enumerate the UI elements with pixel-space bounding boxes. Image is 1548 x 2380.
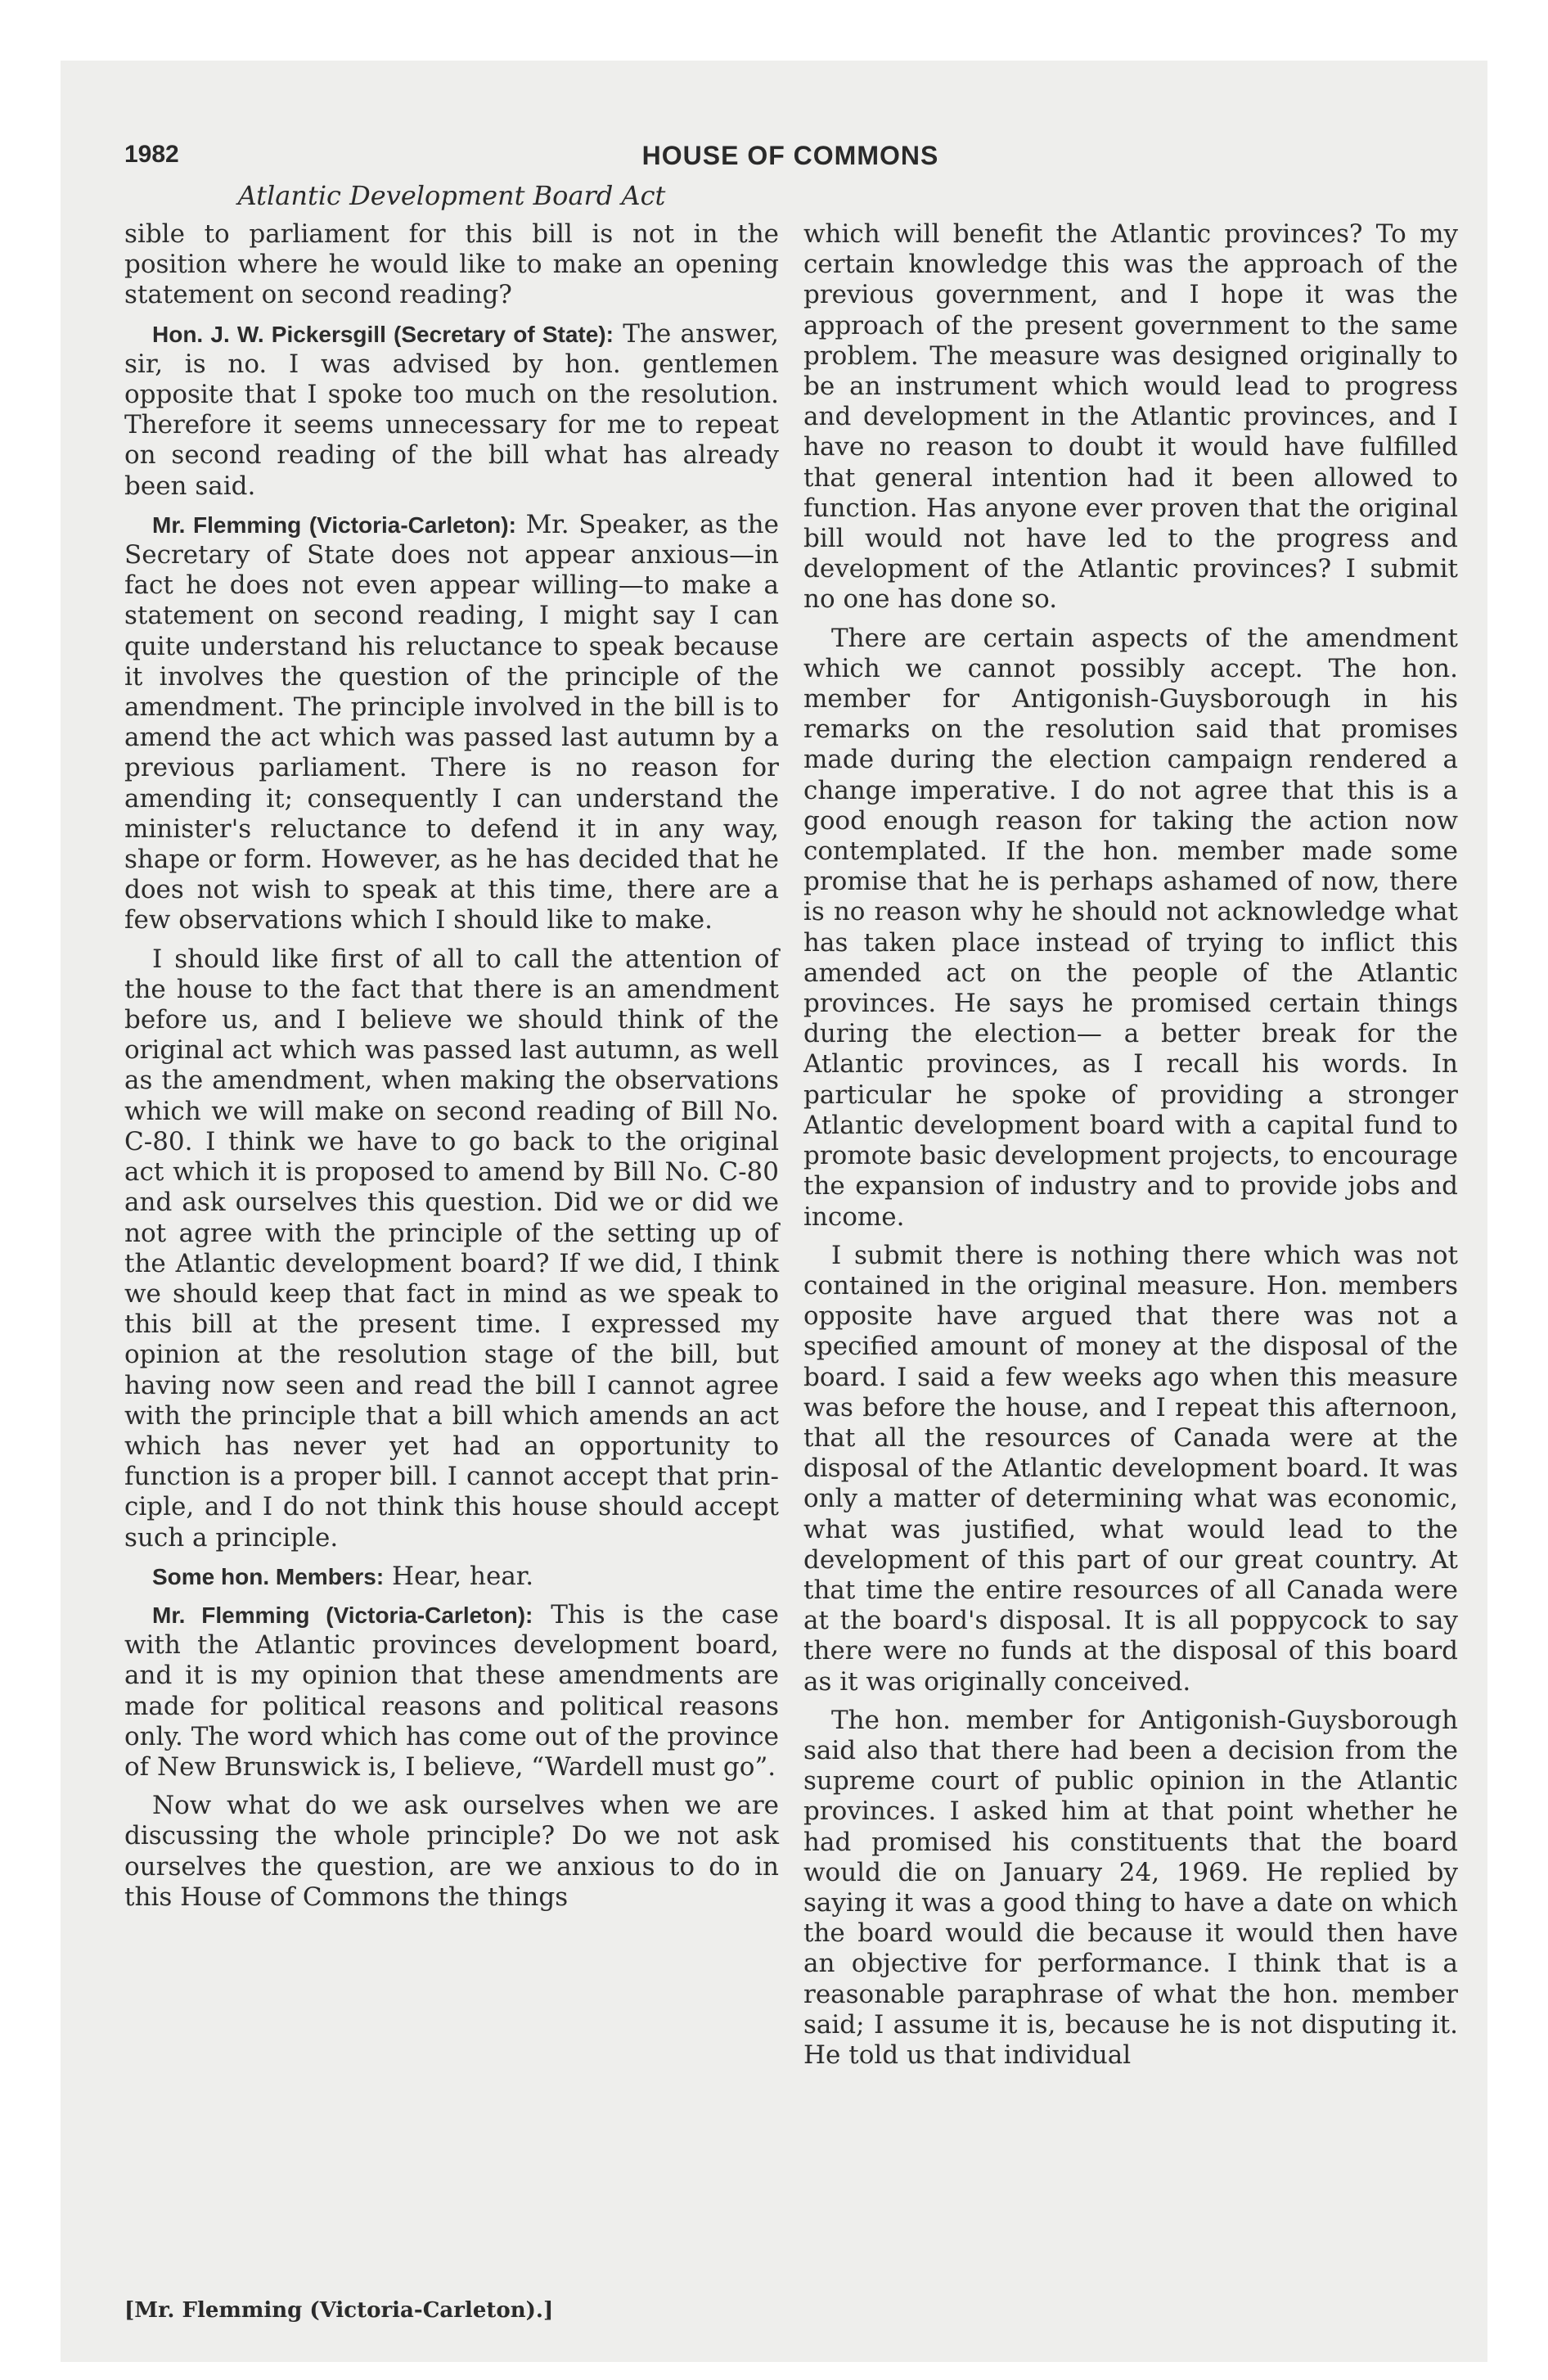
paragraph [803,219,1458,615]
speaker-name: Some hon. Members: [152,1563,385,1589]
paragraph-text: sible to parliament for this bill is not in the position where he would like to make an opening statement on second reading? [124,219,779,310]
paragraph-text: Mr. Speaker, as the Secretary of State does not appear anxious—in fact he does not even appear willing—to make a statement on second reading, I might say I can quite understand his reluctance to speak because it involves the question of the principle of the amendment. The principle involved in the bill is to amend the act which was passed last autumn by a previous parliament. There is no reason for amending it; consequently I can understand the minister's reluctance to defend it in any way, shape or form. However, as he has decided that he does not wish to speak at this time, there are a few observations which I should like to make. [124,509,779,935]
paragraph-text: which will benefit the Atlantic provinces? To my certain knowledge this was the approach of the previous government, and I hope it was the approach of the present government to the same problem. The measure was designed originally to be an instrument which would lead to progress and development in the Atlantic provinces, and I have no reason to doubt it would have fulfilled that general intention had it been allowed to function. Has anyone ever proven that the original bill would not have led to the progress and development of the Atlantic provinces? I submit no one has done so. [803,219,1458,615]
speaker-name: Mr. Flemming (Victoria-Carleton): [152,1602,533,1628]
paragraph-text: Now what do we ask ourselves when we are discussing the whole principle? Do we not ask ourselves the question, are we anxious to do in this House of Commons the things [124,1791,779,1912]
speaker-name: Mr. Flemming (Victoria-Carleton): [152,512,516,538]
paragraph [124,1562,779,1592]
paragraph [124,319,779,502]
right-column [803,219,1458,2079]
paragraph [803,1241,1458,1697]
paragraph [803,624,1458,1233]
paragraph-text: The answer, sir, is no. I was advised by hon. gentlemen opposite that I spoke too much on the resolution. Therefore it seems unnecessary for me to repeat on second reading of the bill what has already been said. [124,318,779,501]
paragraph [124,1600,779,1783]
speaker-footnote: [Mr. Flemming (Victoria-Carleton).] [124,2298,554,2323]
paragraph-text: I should like first of all to call the attention of the house to the fact that there is an amendment before us, and I believe we should think of the original act which was passed last autumn, as well as the amendment, when making the observations which we will make on second reading of Bill No. C-80. I think we have to go back to the original act which it is proposed to amend by Bill No. C-80 and ask ourselves this question. Did we or did we not agree with the principle of the setting up of the Atlantic development board? If we did, I think we should keep that fact in mind as we speak to this bill at the present time. I expressed my opinion at the resolution stage of the bill, but having now seen and read the bill I cannot agree with the principle that a bill which amends an act which has never yet had an opportunity to function is a proper bill. I cannot accept that principle, and I do not think this house should accept such a principle. [124,944,779,1553]
paragraph-text: I submit there is nothing there which was not contained in the original measure. Hon. members opposite have argued that there was not a specified amount of money at the disposal of the board. I said a few weeks ago when this measure was before the house, and I repeat this afternoon, that all the resources of Canada were at the disposal of the Atlantic development board. It was only a matter of determining what was economic, what was justified, what would lead to the development of this part of our great country. At that time the entire resources of all Canada were at the board's disposal. It is all poppycock to say there were no funds at the disposal of this board as it was originally conceived. [803,1240,1458,1697]
left-column [124,219,779,1921]
paragraph [124,219,779,311]
paragraph [124,1791,779,1913]
paragraph-text: The hon. member for Antigonish-Guysborough said also that there had been a decision from the supreme court of public opinion in the Atlantic provinces. I asked him at that point whether he had promised his constituents that the board would die on January 24, 1969. He replied by saying it was a good thing to have a date on which the board would die because it would then have an objective for performance. I think that is a reasonable paraphrase of what the hon. member said; I assume it is, because he is not disputing it. He told us that individual [803,1705,1458,2070]
page-header [124,141,1456,177]
paragraph [124,944,779,1553]
paragraph-text: This is the case with the Atlantic provinces development board, and it is my opinion that these amendments are made for political reasons and political reasons only. The word which has come out of the province of New Brunswick is, I believe, “Wardell must go”. [124,1599,779,1782]
paragraph-text: There are certain aspects of the amendment which we cannot possibly accept. The hon. member for Antigonish-Guysborough in his remarks on the resolution said that promises made during the election campaign rendered a change imperative. I do not agree that this is a good enough reason for taking the action now contemplated. If the hon. member made some promise that he is perhaps ashamed of now, there is no reason why he should not acknowledge what has taken place instead of trying to inflict this amended act on the people of the Atlantic provinces. He says he promised certain things during the election— a better break for the Atlantic provinces, as I recall his words. In particular he spoke of providing a stronger Atlantic development board with a capital fund to promote basic development projects, to encourage the expansion of industry and to provide jobs and income. [803,623,1458,1232]
speaker-name: Hon. J. W. Pickersgill (Secretary of State): [152,321,614,347]
paragraph-text: Hear, hear. [392,1561,534,1591]
page-number: 1982 [124,141,179,168]
section-title: Atlantic Development Board Act [237,180,666,211]
paragraph [803,1706,1458,2071]
running-title: HOUSE OF COMMONS [641,141,939,170]
paragraph [124,510,779,936]
